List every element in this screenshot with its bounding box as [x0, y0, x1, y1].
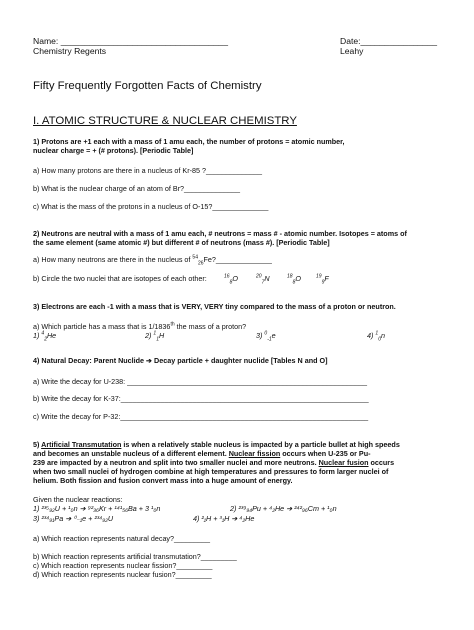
atomic-number: 8: [292, 279, 296, 286]
fact4-line1: 4) Natural Decay: Parent Nuclide ➔ Decay particle + daughter nuclide [Tables N and O]: [33, 356, 328, 365]
reaction-1: 1) ²³⁵₉₂U + ¹₀n ➔ ⁹²₃₆Kr + ¹⁴¹₅₆Ba + 3 ¹₀n: [33, 504, 161, 513]
element-symbol: N: [264, 274, 270, 283]
course-name: Chemistry Regents: [33, 46, 107, 56]
particle-option-4[interactable]: [367, 330, 385, 343]
atomic-number: 8: [229, 279, 233, 286]
term-nuclear-fusion: Nuclear fusion: [318, 458, 369, 467]
fact4-question-b[interactable]: b) Write the decay for K-37:______________________________________________________________: [33, 394, 369, 403]
question-text-end: the mass of a proton?: [174, 322, 247, 331]
atomic-number: 1: [156, 336, 159, 343]
mass-number: 19: [316, 273, 322, 280]
reaction-3: 3) ²³⁴₉₁Pa ➔ ⁰₋₁e + ²³⁴₉₂U: [33, 514, 114, 523]
particle-option-3[interactable]: [256, 330, 276, 343]
reaction-2: 2) ²³⁹₉₄Pu + ⁴₂He ➔ ²⁴²₉₆Cm + ¹₀n: [230, 504, 337, 513]
fact1-question-b[interactable]: b) What is the nuclear charge of an atom of Br?______________: [33, 184, 240, 193]
option-number: 2): [145, 331, 152, 340]
particle-option-1[interactable]: [33, 330, 57, 343]
element-symbol: e: [271, 331, 276, 340]
reaction-4: 4) ²₁H + ³₁H ➔ ⁴₂He: [193, 514, 255, 523]
fact5-question-c[interactable]: c) Which reaction represents nuclear fission?_________: [33, 561, 213, 570]
question-text-end: Fe?______________: [203, 255, 272, 264]
fact5-line4: when two small nuclei of hydrogen combine at high temperatures and pressures to form larger nuclei of: [33, 467, 389, 476]
element-symbol: H: [158, 331, 165, 340]
option-number: 3): [256, 331, 263, 340]
fact5-line3: [33, 458, 394, 467]
fact3-question-a: [33, 322, 246, 331]
element-symbol: O: [232, 274, 238, 283]
fact5-text: is when a relatively stable nucleus is impacted by a particle bullet at high speeds: [121, 440, 400, 449]
isotope-option-2[interactable]: [256, 273, 270, 286]
document-title: Fifty Frequently Forgotten Facts of Chemistry: [33, 80, 262, 92]
mass-number: 16: [224, 273, 230, 280]
fact5-text: occurs when U-235 or Pu-: [280, 449, 371, 458]
mass-number: 4: [41, 330, 45, 337]
question-text: a) How many neutrons are there in the nucleus of: [33, 255, 193, 264]
mass-number: 54: [192, 254, 198, 261]
name-field[interactable]: Name: ___________________________________: [33, 36, 228, 46]
atomic-number: 7: [261, 279, 265, 286]
option-number: 1): [33, 331, 40, 340]
fact1-line1: 1) Protons are +1 each with a mass of 1 amu each, the number of protons = atomic number,: [33, 137, 345, 146]
atomic-number: 9: [321, 279, 325, 286]
atomic-number: -1: [267, 336, 272, 343]
atomic-number: 2: [44, 336, 47, 343]
fact3-line1: 3) Electrons are each -1 with a mass that is VERY, VERY tiny compared to the mass of a proton or neutron.: [33, 302, 396, 311]
question-text: a) Which particle has a mass that is 1/1836: [33, 322, 171, 331]
fact2-question-a[interactable]: [33, 254, 272, 267]
fact-number: 5): [33, 440, 42, 449]
mass-number: 1: [153, 330, 157, 337]
mass-number: 20: [256, 273, 262, 280]
term-artificial-transmutation: Artificial Transmutation: [41, 440, 122, 449]
element-symbol: n: [380, 331, 385, 340]
section-title: I. ATOMIC STRUCTURE & NUCLEAR CHEMISTRY: [33, 115, 297, 127]
fact1-line2: nuclear charge = + (# protons). [Periodic Table]: [33, 146, 194, 155]
mass-number: 0: [264, 330, 268, 337]
given-reactions-label: Given the nuclear reactions:: [33, 495, 123, 504]
fact5-text: 239 are impacted by a neutron and split into two smaller nuclei and more neutrons.: [33, 458, 319, 467]
element-symbol: F: [324, 274, 329, 283]
option-number: 4): [367, 331, 374, 340]
isotope-option-1[interactable]: [224, 273, 238, 286]
fact5-question-a[interactable]: a) Which reaction represents natural decay?_________: [33, 534, 211, 543]
fact1-question-c[interactable]: c) What is the mass of the protons in a nucleus of O-15?______________: [33, 202, 269, 211]
mass-number: 18: [287, 273, 293, 280]
atomic-number: 0: [378, 336, 381, 343]
mass-number: 1: [375, 330, 379, 337]
fact5-line2: [33, 449, 371, 458]
fact1-question-a[interactable]: a) How many protons are there in a nucleus of Kr-85 ?______________: [33, 166, 262, 175]
term-nuclear-fission: Nuclear fission: [228, 449, 281, 458]
fact4-question-c[interactable]: c) Write the decay for P-32:______________________________________________________________: [33, 412, 369, 421]
isotope-option-3[interactable]: [287, 273, 301, 286]
element-symbol: O: [295, 274, 301, 283]
fact5-line5: helium. Both fission and fusion convert mass into a huge amount of energy.: [33, 476, 293, 485]
fact2-line2: the same element (same atomic #) but different # of neutrons (mass #). [Periodic Table]: [33, 238, 330, 247]
fact2-line1: 2) Neutrons are neutral with a mass of 1 amu each, # neutrons = mass # - atomic number. Isotopes = atoms of: [33, 229, 407, 238]
fact5-question-d[interactable]: d) Which reaction represents nuclear fusion?_________: [33, 570, 212, 579]
superscript: th: [170, 321, 175, 328]
fact5-text: and becomes an unstable nucleus of a different element.: [33, 449, 229, 458]
fact5-question-b[interactable]: b) Which reaction represents artificial transmutation?_________: [33, 552, 237, 561]
fact5-text: occurs: [368, 458, 395, 467]
fact2-question-b: b) Circle the two nuclei that are isotopes of each other:: [33, 274, 207, 283]
element-symbol: He: [46, 331, 57, 340]
date-field[interactable]: Date:________________: [340, 36, 438, 46]
fact5-line1: [33, 440, 400, 449]
teacher-name: Leahy: [340, 46, 364, 56]
particle-option-2[interactable]: [145, 330, 165, 343]
fact4-question-a[interactable]: a) Write the decay for U-238: ____________________________________________________________: [33, 377, 367, 386]
atomic-number: 26: [197, 260, 204, 267]
isotope-option-4[interactable]: [316, 273, 329, 286]
